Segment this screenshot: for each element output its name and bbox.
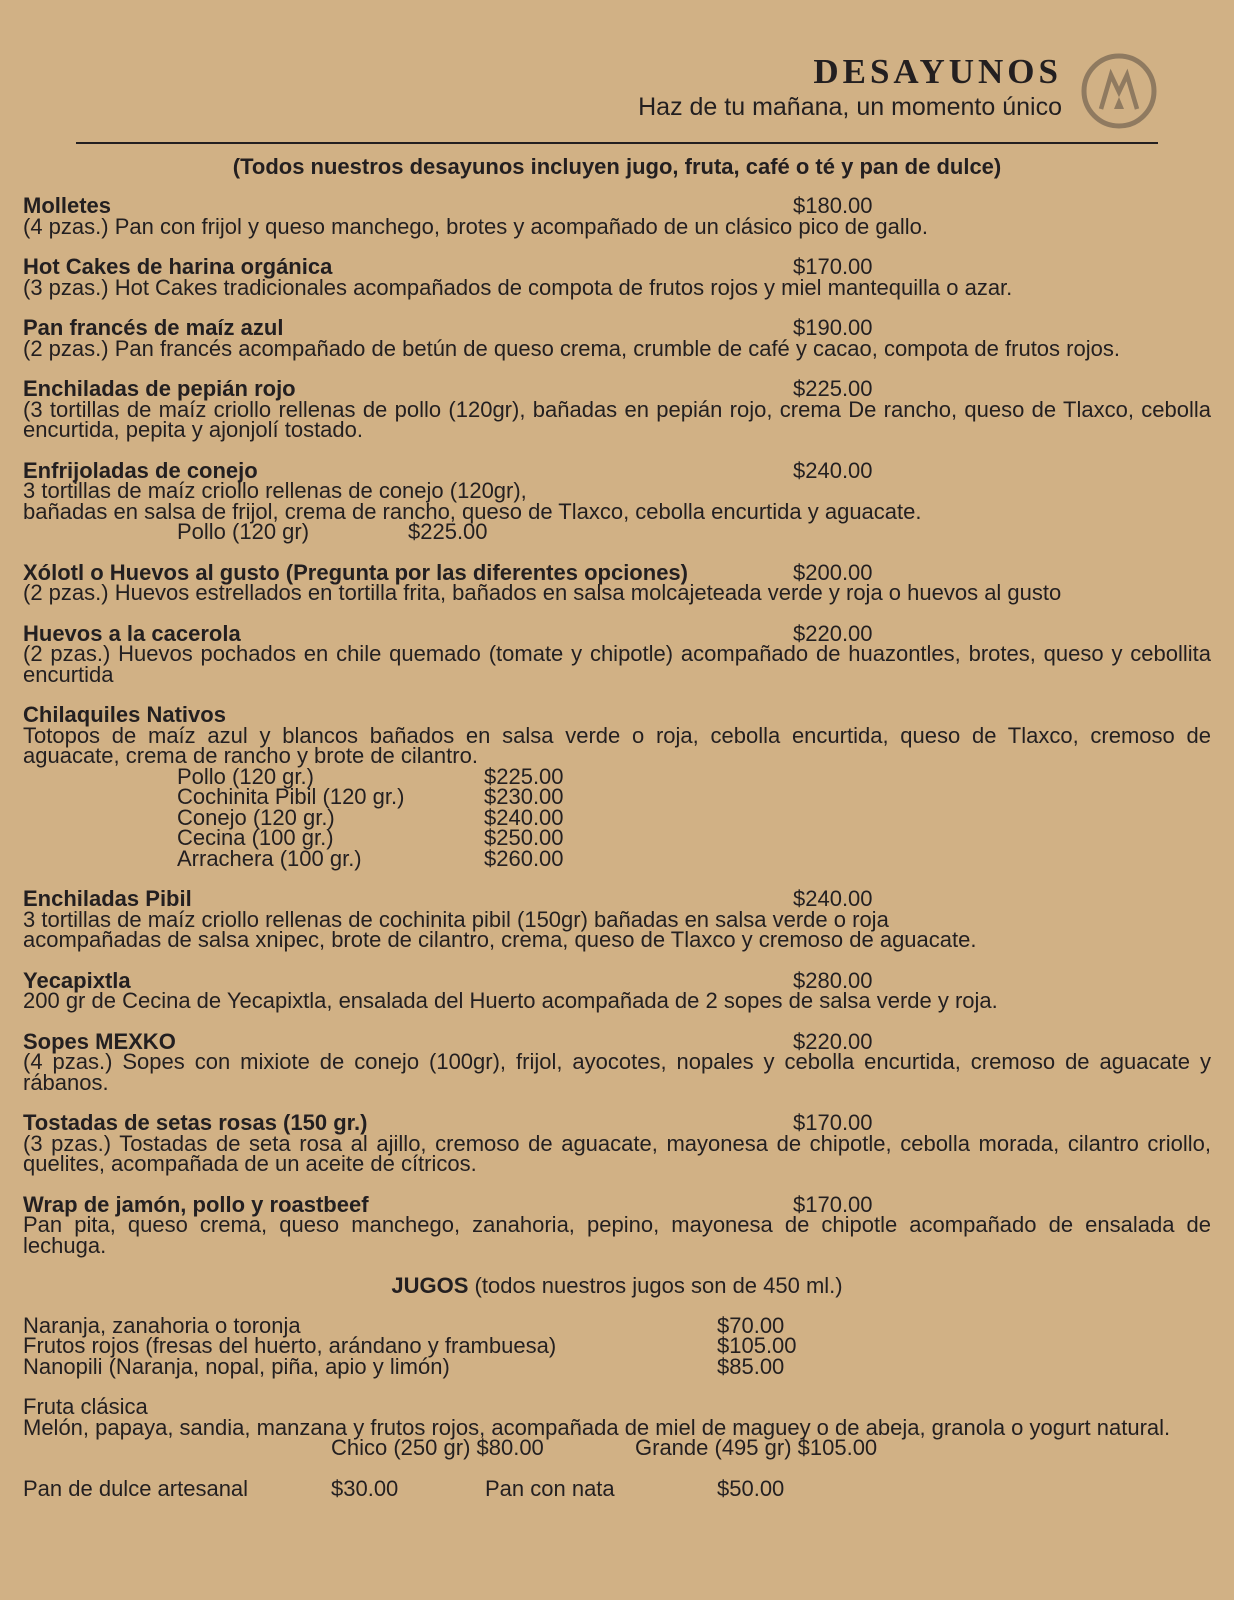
- item-description: 3 tortillas de maíz criollo rellenas de conejo (120gr),: [23, 478, 527, 503]
- menu-item: [23, 967, 1211, 1013]
- item-option: [23, 519, 1211, 544]
- item-description: Pan pita, queso crema, queso manchego, zanahoria, pepino, mayonesa de chipotle acompañado de ensalada de lechuga.: [23, 1212, 1211, 1258]
- item-option: [23, 845, 1211, 871]
- menu-item: [23, 886, 1211, 952]
- option-label: Cochinita Pibil (120 gr.): [177, 784, 405, 809]
- fruit-section: [23, 1394, 1211, 1460]
- fruit-title: Fruta clásica: [23, 1394, 148, 1419]
- bread-price: $50.00: [717, 1475, 785, 1501]
- item-name: Wrap de jamón, pollo y roastbeef: [23, 1191, 369, 1217]
- juices-heading: [23, 1273, 1211, 1298]
- item-price: $225.00: [793, 376, 873, 401]
- option-price: $230.00: [484, 784, 564, 809]
- item-description: Totopos de maíz azul y blancos bañados en salsa verde o roja, cebolla encurtida, queso de Tlaxco, cremoso de aguacate, crema de rancho y brote de cilantro.: [23, 722, 1211, 768]
- item-name: Huevos a la cacerola: [23, 620, 241, 646]
- menu-item: [23, 254, 1211, 300]
- item-name: Pan francés de maíz azul: [23, 315, 284, 340]
- juice-label: Frutos rojos (fresas del huerto, arándano y frambuesa): [23, 1333, 557, 1358]
- option-label: Arrachera (100 gr.): [177, 845, 362, 871]
- menu-item: [23, 315, 1211, 361]
- fruit-size-large: Grande (495 gr) $105.00: [635, 1435, 878, 1460]
- menu-item: [23, 559, 1211, 605]
- item-description: (2 pzas.) Huevos estrellados en tortilla frita, bañados en salsa molcajeteada verde y roja o huevos al gusto: [23, 580, 1062, 605]
- item-description: (3 pzas.) Tostadas de seta rosa al ajillo, cremoso de aguacate, mayonesa de chipotle, cebolla morada, cilantro criollo, quelites, acompañada de un aceite de cítricos.: [23, 1130, 1211, 1176]
- breakfast-includes-note: (Todos nuestros desayunos incluyen jugo, fruta, café o té y pan de dulce): [232, 154, 1002, 179]
- item-description: (2 pzas.) Huevos pochados en chile quemado (tomate y chipotle) acompañado de huazontles, brotes, queso y cebollita encurtida: [23, 641, 1211, 687]
- item-description-cont: acompañadas de salsa xnipec, brote de cilantro, crema, queso de Tlaxco y cremoso de aguacate.: [23, 927, 977, 952]
- option-price: $250.00: [484, 825, 564, 850]
- fruit-size-small: Chico (250 gr) $80.00: [331, 1435, 544, 1460]
- menu-item: [23, 1110, 1211, 1176]
- item-name: Xólotl o Huevos al gusto (Pregunta por las diferentes opciones): [23, 559, 688, 585]
- item-description-cont: bañadas en salsa de frijol, crema de rancho, queso de Tlaxco, cebolla encurtida y aguacate.: [23, 498, 922, 524]
- item-description: (2 pzas.) Pan francés acompañado de betún de queso crema, crumble de café y cacao, compota de frutos rojos.: [23, 335, 1120, 361]
- item-description: (4 pzas.) Pan con frijol y queso manchego, brotes y acompañado de un clásico pico de gallo.: [23, 213, 928, 239]
- item-description: 3 tortillas de maíz criollo rellenas de cochinita pibil (150gr) bañadas en salsa verde o roja: [23, 906, 889, 932]
- option-price: $260.00: [484, 845, 564, 871]
- juice-row: [23, 1353, 1211, 1379]
- juice-price: $105.00: [717, 1333, 797, 1358]
- header-divider: [76, 142, 1158, 144]
- option-label: Cecina (100 gr.): [177, 825, 334, 850]
- menu-item: [23, 193, 1211, 239]
- item-price: $200.00: [793, 559, 873, 585]
- menu-item: [23, 620, 1211, 687]
- item-description: (3 pzas.) Hot Cakes tradicionales acompañados de compota de frutos rojos y miel mantequilla o azar.: [23, 274, 1013, 300]
- menu-header: [638, 50, 1062, 122]
- item-description: (3 tortillas de maíz criollo rellenas de pollo (120gr), bañadas en pepián rojo, crema De rancho, queso de Tlaxco, cebolla encurtida, pepita y ajonjolí tostado.: [23, 396, 1211, 442]
- juice-label: Naranja, zanahoria o toronja: [23, 1312, 301, 1338]
- option-price: $225.00: [484, 763, 564, 789]
- fruit-sizes: [23, 1435, 1211, 1460]
- item-description: (4 pzas.) Sopes con mixiote de conejo (100gr), frijol, ayocotes, nopales y cebolla encurtida, cremoso de aguacate y rábanos.: [23, 1049, 1211, 1095]
- menu-item: [23, 376, 1211, 442]
- menu-item: [23, 702, 1211, 871]
- bread-price: $30.00: [331, 1475, 399, 1501]
- menu-item: [23, 1028, 1211, 1095]
- item-price: $180.00: [793, 193, 873, 218]
- juice-label: Nanopili (Naranja, nopal, piña, apio y limón): [23, 1353, 450, 1379]
- item-name: Chilaquiles Nativos: [23, 702, 226, 727]
- page-title: DESAYUNOS: [813, 52, 1062, 91]
- item-name: Enchiladas de pepián rojo: [23, 376, 296, 401]
- juices-title: JUGOS: [391, 1273, 469, 1298]
- bread-label: Pan con nata: [485, 1475, 615, 1501]
- item-name: Tostadas de setas rosas (150 gr.): [23, 1110, 368, 1135]
- option-label: Pollo (120 gr): [177, 519, 310, 544]
- menu-item: [23, 457, 1211, 544]
- option-price: $225.00: [408, 519, 488, 544]
- bread-row: [23, 1475, 1211, 1501]
- item-price: $220.00: [793, 620, 873, 646]
- item-name: Enchiladas Pibil: [23, 886, 192, 911]
- item-price: $170.00: [793, 1110, 873, 1135]
- fruit-description: Melón, papaya, sandia, manzana y frutos rojos, acompañada de miel de maguey o de abeja, granola o yogurt natural.: [23, 1414, 1171, 1440]
- item-price: $170.00: [793, 254, 873, 279]
- breakfast-menu-list: [23, 193, 1211, 1501]
- item-name: Molletes: [23, 193, 112, 218]
- item-price: $280.00: [793, 967, 873, 993]
- option-label: Conejo (120 gr.): [177, 804, 335, 830]
- item-name: Sopes MEXKO: [23, 1028, 176, 1054]
- juices-list: [23, 1312, 1211, 1379]
- item-price: $170.00: [793, 1191, 873, 1217]
- option-price: $240.00: [484, 804, 564, 830]
- menu-item: [23, 1191, 1211, 1258]
- option-label: Pollo (120 gr.): [177, 763, 314, 789]
- bread-label: Pan de dulce artesanal: [23, 1475, 249, 1501]
- item-name: Enfrijoladas de conejo: [23, 457, 258, 483]
- page-subtitle: Haz de tu mañana, un momento único: [638, 93, 1062, 121]
- item-name: Hot Cakes de harina orgánica: [23, 254, 333, 279]
- item-price: $190.00: [793, 315, 873, 340]
- item-description: 200 gr de Cecina de Yecapixtla, ensalada del Huerto acompañada de 2 sopes de salsa verde y roja.: [23, 988, 998, 1013]
- item-price: $240.00: [793, 457, 873, 483]
- juices-note: (todos nuestros jugos son de 450 ml.): [474, 1273, 843, 1298]
- item-price: $220.00: [793, 1028, 873, 1054]
- juice-price: $85.00: [717, 1353, 785, 1379]
- item-name: Yecapixtla: [23, 967, 131, 993]
- item-price: $240.00: [793, 886, 873, 911]
- juice-price: $70.00: [717, 1312, 785, 1338]
- mexko-m-logo-icon: [1080, 52, 1158, 130]
